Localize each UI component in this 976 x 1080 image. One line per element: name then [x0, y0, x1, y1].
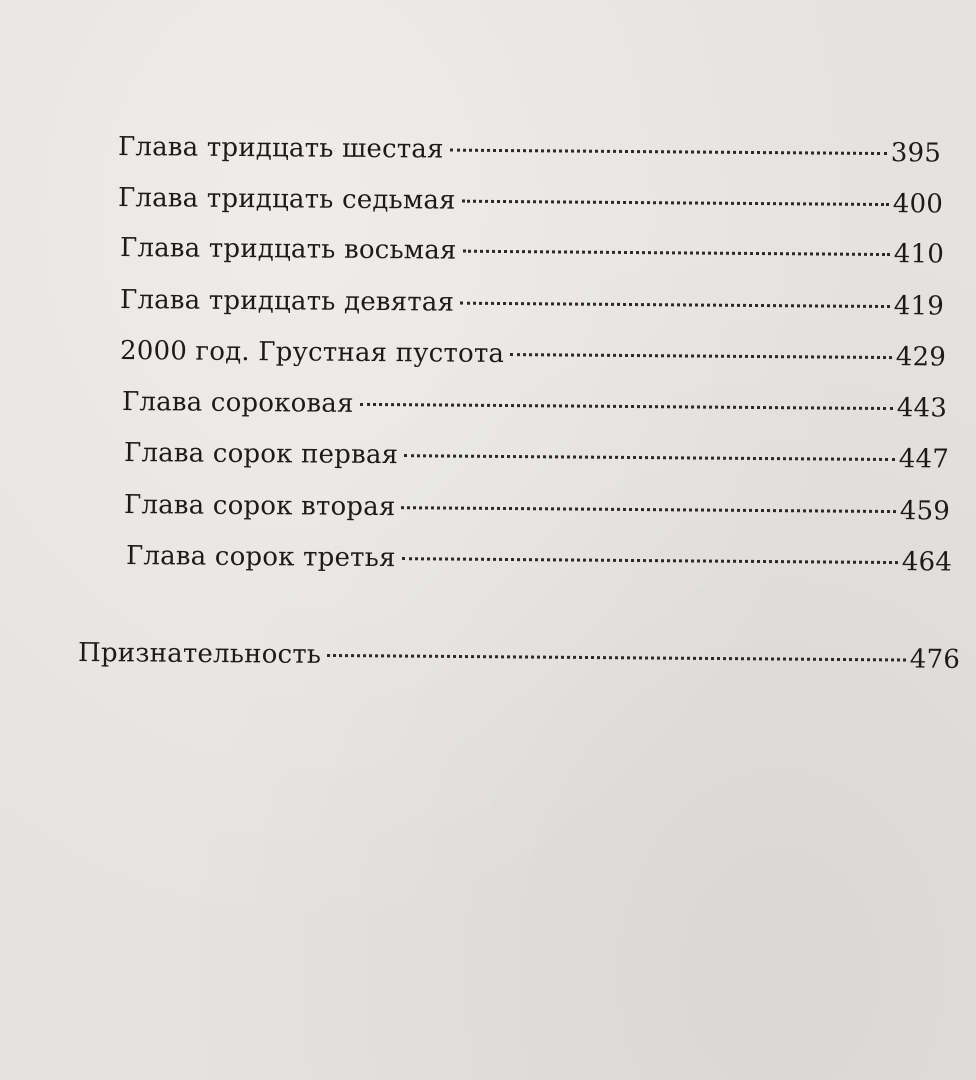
toc-dot-leader	[460, 302, 890, 308]
toc-dot-leader	[463, 250, 890, 256]
toc-entry-title: 2000 год. Грустная пустота	[119, 336, 505, 370]
toc-entry-page: 476	[909, 644, 961, 675]
toc-dot-leader	[360, 403, 893, 410]
toc-dot-leader	[401, 506, 895, 513]
toc-entry-page: 410	[893, 239, 945, 270]
toc-dot-leader	[510, 353, 892, 359]
toc-entry	[124, 438, 949, 484]
toc-entry-acknowledgements	[78, 638, 960, 685]
toc-entry-page: 459	[899, 496, 951, 527]
toc-entry	[120, 233, 944, 279]
toc-entry	[118, 132, 941, 178]
toc-entry-page: 395	[890, 138, 942, 169]
toc-dot-leader	[450, 149, 887, 155]
toc-entry-page: 447	[898, 444, 950, 475]
toc-entry-page: 464	[901, 547, 953, 578]
toc-entry-title: Глава тридцать восьмая	[119, 233, 457, 266]
toc-entry-title: Глава тридцать девятая	[119, 285, 455, 318]
toc-entry	[124, 490, 950, 536]
toc-entry-title: Глава тридцать шестая	[117, 132, 444, 165]
toc-entry	[118, 183, 943, 229]
toc-entry-title: Признательность	[77, 638, 322, 670]
toc-entry-title: Глава сороковая	[121, 387, 354, 419]
toc-entry	[126, 541, 952, 587]
toc-entry	[120, 285, 944, 331]
toc-entry-title: Глава сорок вторая	[123, 490, 396, 523]
toc-entry-page: 443	[896, 393, 948, 424]
toc-entry-title: Глава сорок третья	[125, 541, 396, 574]
toc-dot-leader	[327, 654, 906, 662]
toc-dot-leader	[462, 200, 889, 206]
toc-dot-leader	[402, 557, 898, 564]
toc-entry-title: Глава сорок первая	[123, 438, 399, 471]
toc-entry-title: Глава тридцать седьмая	[117, 183, 456, 216]
toc-entry-page: 419	[893, 291, 945, 322]
toc-dot-leader	[404, 454, 895, 461]
toc-entry	[120, 336, 946, 382]
toc-entry	[122, 387, 947, 433]
toc-entry-page: 429	[895, 342, 947, 373]
toc-entry-page: 400	[892, 189, 944, 220]
